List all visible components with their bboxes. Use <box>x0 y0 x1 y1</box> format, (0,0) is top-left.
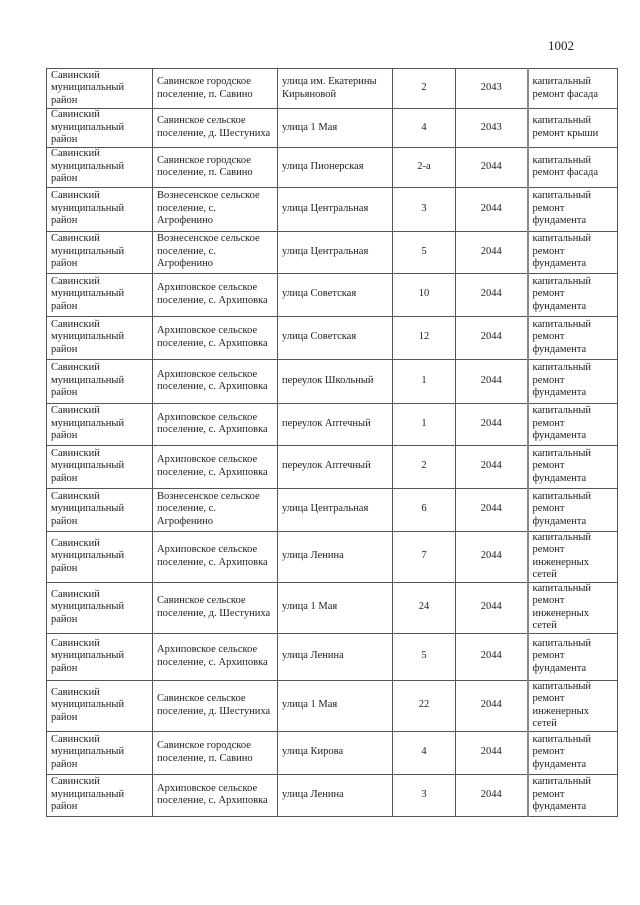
house-number-cell: 10 <box>393 273 456 316</box>
street-cell: улица Советская <box>278 316 393 359</box>
year-cell: 2044 <box>456 403 528 445</box>
table-row <box>47 774 618 816</box>
house-number-cell: 3 <box>393 774 456 816</box>
work-type-cell: капитальный ремонт фундамента <box>528 403 618 445</box>
year-cell: 2044 <box>456 359 528 403</box>
settlement-cell: Архиповское сельское поселение, с. Архиповка <box>153 531 278 582</box>
district-cell: Савинский муниципальный район <box>47 231 153 273</box>
settlement-cell: Савинское городское поселение, п. Савино <box>153 147 278 187</box>
settlement-cell: Архиповское сельское поселение, с. Архиповка <box>153 633 278 680</box>
district-cell: Савинский муниципальный район <box>47 403 153 445</box>
work-type-cell: капитальный ремонт фундамента <box>528 731 618 774</box>
table-row <box>47 445 618 488</box>
table-row <box>47 147 618 187</box>
street-cell: улица Пионерская <box>278 147 393 187</box>
district-cell: Савинский муниципальный район <box>47 488 153 531</box>
district-cell: Савинский муниципальный район <box>47 445 153 488</box>
house-number-cell: 24 <box>393 582 456 633</box>
street-cell: улица 1 Мая <box>278 109 393 148</box>
settlement-cell: Архиповское сельское поселение, с. Архиповка <box>153 359 278 403</box>
house-number-cell: 2 <box>393 445 456 488</box>
work-type-cell: капитальный ремонт инженерных сетей <box>528 531 618 582</box>
house-number-cell: 5 <box>393 231 456 273</box>
year-cell: 2044 <box>456 774 528 816</box>
settlement-cell: Савинское городское поселение, п. Савино <box>153 731 278 774</box>
table-row <box>47 488 618 531</box>
table-row <box>47 531 618 582</box>
table-row <box>47 187 618 231</box>
repair-schedule-table <box>46 68 618 817</box>
street-cell: улица Центральная <box>278 187 393 231</box>
settlement-cell: Архиповское сельское поселение, с. Архиповка <box>153 403 278 445</box>
table-row <box>47 231 618 273</box>
district-cell: Савинский муниципальный район <box>47 273 153 316</box>
district-cell: Савинский муниципальный район <box>47 316 153 359</box>
street-cell: переулок Аптечный <box>278 403 393 445</box>
house-number-cell: 5 <box>393 633 456 680</box>
table-row <box>47 316 618 359</box>
house-number-cell: 12 <box>393 316 456 359</box>
district-cell: Савинский муниципальный район <box>47 731 153 774</box>
work-type-cell: капитальный ремонт крыши <box>528 109 618 148</box>
year-cell: 2044 <box>456 316 528 359</box>
year-cell: 2044 <box>456 582 528 633</box>
year-cell: 2044 <box>456 633 528 680</box>
year-cell: 2043 <box>456 109 528 148</box>
work-type-cell: капитальный ремонт фасада <box>528 147 618 187</box>
street-cell: улица Ленина <box>278 633 393 680</box>
table-row <box>47 680 618 731</box>
work-type-cell: капитальный ремонт фундамента <box>528 488 618 531</box>
settlement-cell: Архиповское сельское поселение, с. Архиповка <box>153 774 278 816</box>
street-cell: улица Ленина <box>278 531 393 582</box>
year-cell: 2044 <box>456 187 528 231</box>
settlement-cell: Архиповское сельское поселение, с. Архиповка <box>153 273 278 316</box>
settlement-cell: Савинское сельское поселение, д. Шестуниха <box>153 109 278 148</box>
settlement-cell: Вознесенское сельское поселение, с. Агрофенино <box>153 488 278 531</box>
street-cell: переулок Школьный <box>278 359 393 403</box>
table-row <box>47 359 618 403</box>
table-row <box>47 273 618 316</box>
year-cell: 2044 <box>456 445 528 488</box>
settlement-cell: Архиповское сельское поселение, с. Архиповка <box>153 445 278 488</box>
work-type-cell: капитальный ремонт инженерных сетей <box>528 582 618 633</box>
street-cell: улица 1 Мая <box>278 582 393 633</box>
house-number-cell: 6 <box>393 488 456 531</box>
page-number: 1002 <box>548 38 574 53</box>
district-cell: Савинский муниципальный район <box>47 109 153 148</box>
settlement-cell: Савинское городское поселение, п. Савино <box>153 69 278 109</box>
settlement-cell: Вознесенское сельское поселение, с. Агрофенино <box>153 231 278 273</box>
house-number-cell: 2-а <box>393 147 456 187</box>
work-type-cell: капитальный ремонт фундамента <box>528 445 618 488</box>
table-row <box>47 731 618 774</box>
settlement-cell: Савинское сельское поселение, д. Шестуниха <box>153 680 278 731</box>
district-cell: Савинский муниципальный район <box>47 531 153 582</box>
house-number-cell: 4 <box>393 731 456 774</box>
work-type-cell: капитальный ремонт фундамента <box>528 774 618 816</box>
district-cell: Савинский муниципальный район <box>47 680 153 731</box>
table-row <box>47 403 618 445</box>
house-number-cell: 22 <box>393 680 456 731</box>
house-number-cell: 3 <box>393 187 456 231</box>
year-cell: 2044 <box>456 731 528 774</box>
settlement-cell: Савинское сельское поселение, д. Шестуниха <box>153 582 278 633</box>
street-cell: улица Кирова <box>278 731 393 774</box>
street-cell: улица Центральная <box>278 231 393 273</box>
work-type-cell: капитальный ремонт фундамента <box>528 316 618 359</box>
street-cell: переулок Аптечный <box>278 445 393 488</box>
district-cell: Савинский муниципальный район <box>47 774 153 816</box>
work-type-cell: капитальный ремонт фундамента <box>528 187 618 231</box>
house-number-cell: 7 <box>393 531 456 582</box>
house-number-cell: 1 <box>393 359 456 403</box>
year-cell: 2044 <box>456 531 528 582</box>
street-cell: улица им. Екатерины Кирьяновой <box>278 69 393 109</box>
district-cell: Савинский муниципальный район <box>47 147 153 187</box>
settlement-cell: Архиповское сельское поселение, с. Архиповка <box>153 316 278 359</box>
work-type-cell: капитальный ремонт фундамента <box>528 359 618 403</box>
year-cell: 2044 <box>456 147 528 187</box>
settlement-cell: Вознесенское сельское поселение, с. Агрофенино <box>153 187 278 231</box>
work-type-cell: капитальный ремонт фундамента <box>528 231 618 273</box>
year-cell: 2043 <box>456 69 528 109</box>
work-type-cell: капитальный ремонт фундамента <box>528 633 618 680</box>
year-cell: 2044 <box>456 488 528 531</box>
district-cell: Савинский муниципальный район <box>47 633 153 680</box>
district-cell: Савинский муниципальный район <box>47 69 153 109</box>
year-cell: 2044 <box>456 231 528 273</box>
district-cell: Савинский муниципальный район <box>47 582 153 633</box>
table-row <box>47 109 618 148</box>
table-row <box>47 69 618 109</box>
street-cell: улица Центральная <box>278 488 393 531</box>
house-number-cell: 4 <box>393 109 456 148</box>
street-cell: улица Советская <box>278 273 393 316</box>
district-cell: Савинский муниципальный район <box>47 359 153 403</box>
district-cell: Савинский муниципальный район <box>47 187 153 231</box>
house-number-cell: 1 <box>393 403 456 445</box>
work-type-cell: капитальный ремонт инженерных сетей <box>528 680 618 731</box>
street-cell: улица 1 Мая <box>278 680 393 731</box>
street-cell: улица Ленина <box>278 774 393 816</box>
house-number-cell: 2 <box>393 69 456 109</box>
table-row <box>47 633 618 680</box>
table-row <box>47 582 618 633</box>
year-cell: 2044 <box>456 273 528 316</box>
work-type-cell: капитальный ремонт фундамента <box>528 273 618 316</box>
year-cell: 2044 <box>456 680 528 731</box>
work-type-cell: капитальный ремонт фасада <box>528 69 618 109</box>
